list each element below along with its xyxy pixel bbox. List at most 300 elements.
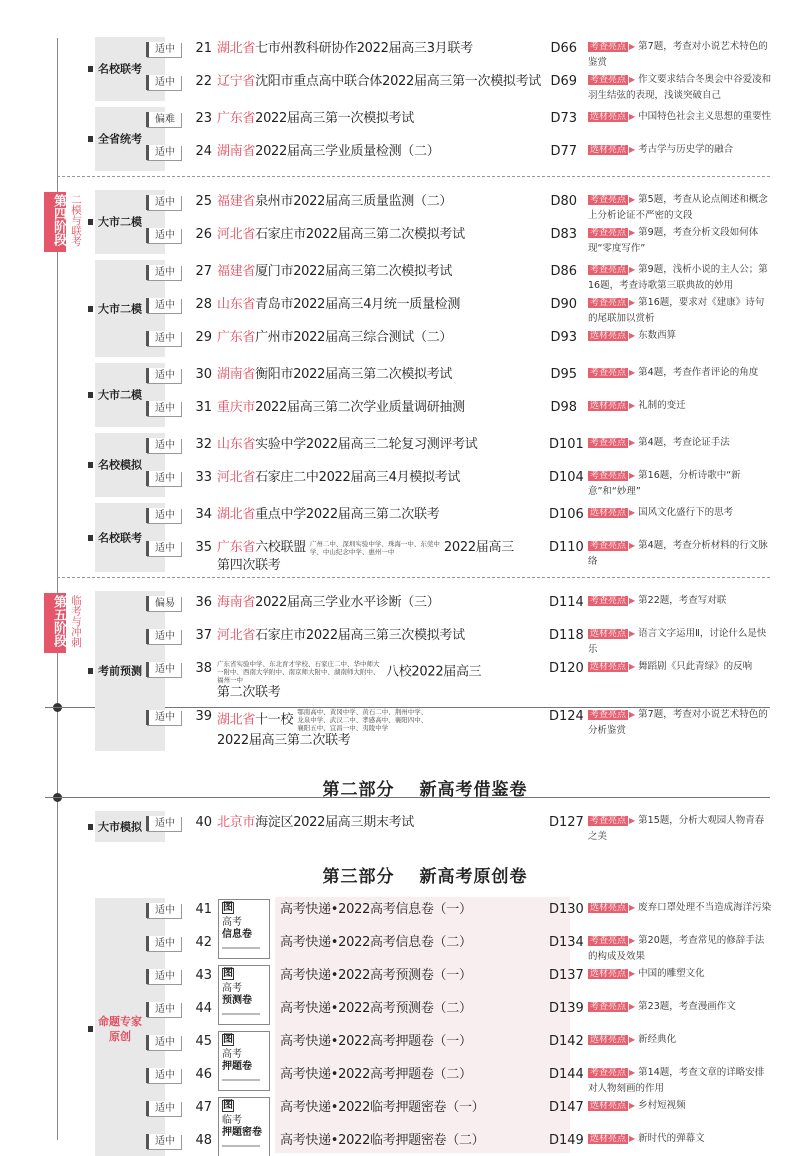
highlight-text: 第23题，考查漫画作文 [638, 1001, 736, 1012]
province-name: 北京市 [217, 815, 256, 830]
item-number: 35 [195, 540, 212, 555]
difficulty-tag: 适中 [146, 1035, 181, 1050]
exam-name: 2022届高三第一次模拟考试 [255, 111, 414, 126]
table-row[interactable] [0, 395, 790, 428]
group-label: 全省统考 [98, 132, 142, 146]
difficulty-tag: 适中 [146, 1002, 181, 1017]
difficulty-tag: 适中 [146, 1068, 181, 1083]
highlight-notes [588, 999, 773, 1015]
exam-name: 厦门市2022届高三第二次模拟考试 [255, 264, 453, 279]
table-row[interactable] [0, 139, 790, 172]
exam-name: 衡阳市2022届高三第二次模拟考试 [255, 367, 453, 382]
difficulty-tag: 适中 [146, 508, 181, 523]
group-label: 名校联考 [98, 62, 142, 76]
exam-title[interactable] [280, 1000, 542, 1018]
highlight-notes [588, 813, 773, 845]
page-number: D130 [549, 902, 584, 917]
arrow-icon: ▶ [629, 471, 636, 480]
highlight-text: 语言文字运用Ⅱ，讨论什么是快乐 [588, 628, 767, 655]
highlight-notes [588, 39, 773, 71]
item-number: 39 [195, 709, 212, 724]
highlight-text: 第16题，分析诗歌中“新意”和“妙理” [588, 470, 741, 497]
exam-name-rest: 2022届高三 [443, 540, 514, 555]
difficulty-tag: 适中 [146, 662, 181, 677]
page-number: D66 [550, 41, 577, 56]
item-number: 34 [195, 507, 212, 522]
highlight-tag: 考查亮点 [590, 265, 627, 275]
exam-title[interactable] [217, 110, 545, 128]
exam-name: 沈阳市重点高中联合体2022届高三第一次模拟考试 [255, 74, 541, 89]
table-row[interactable] [0, 189, 790, 222]
highlight-notes [588, 966, 773, 982]
section-divider [57, 176, 770, 177]
item-number: 32 [195, 437, 212, 452]
exam-title[interactable] [280, 901, 542, 919]
arrow-icon: ▶ [629, 936, 636, 945]
book-line2: 押题密卷 [222, 1127, 262, 1138]
highlight-notes [588, 192, 773, 224]
highlight-text: 第7题，考查对小说艺术特色的分析鉴赏 [588, 709, 768, 736]
difficulty-tag: 适中 [146, 401, 181, 416]
highlight-text: 作文要求结合冬奥会中谷爱凌和羽生结弦的表现，浅谈突破自己 [588, 74, 772, 101]
highlight-notes [588, 328, 773, 344]
exam-name: 实验中学2022届高三二轮复习测评考试 [255, 437, 478, 452]
highlight-tag: 选材亮点 [590, 331, 627, 341]
exam-name: 海淀区2022届高三期末考试 [255, 815, 414, 830]
item-number: 40 [195, 815, 212, 830]
page-number: D95 [550, 367, 577, 382]
table-row[interactable] [0, 222, 790, 255]
arrow-icon: ▶ [629, 265, 636, 274]
page-number: D83 [550, 227, 577, 242]
difficulty-tag: 适中 [146, 438, 181, 453]
exam-name: 七市州教科研协作2022届高三3月联考 [255, 41, 473, 56]
province-name: 广东省 [217, 111, 256, 126]
school-list: 广东省实验中学、东北育才学校、石家庄二中、华中师大一附中、西南大学附中、南京师大附中、湖南师大附中、福州一中 [217, 660, 380, 684]
exam-group [0, 106, 790, 172]
exam-title[interactable] [217, 329, 545, 347]
table-row[interactable] [0, 996, 790, 1029]
highlight-tag: 考查亮点 [590, 75, 627, 85]
group-label: 名校模拟 [98, 458, 142, 472]
highlight-text: 东数西算 [638, 330, 677, 341]
logo-icon: 图 [223, 1100, 233, 1111]
item-number: 46 [195, 1067, 212, 1082]
highlight-tag: 选材亮点 [590, 903, 627, 913]
highlight-tag: 考查亮点 [590, 541, 627, 551]
exam-title[interactable] [280, 1033, 542, 1051]
province-name: 湖南省 [217, 144, 256, 159]
difficulty-tag: 偏易 [146, 596, 181, 611]
stage-tag: 第五阶段 [44, 593, 66, 653]
exam-title[interactable] [280, 1099, 542, 1117]
stage-section [0, 36, 790, 172]
highlight-notes [588, 225, 773, 257]
difficulty-tag: 适中 [146, 195, 181, 210]
arrow-icon: ▶ [629, 228, 636, 237]
arrow-icon: ▶ [629, 1002, 636, 1011]
item-number: 43 [195, 968, 212, 983]
highlight-tag: 考查亮点 [590, 710, 627, 720]
table-row[interactable] [0, 623, 790, 656]
item-number: 45 [195, 1034, 212, 1049]
exam-name: 高考快递•2022高考预测卷（二） [280, 1001, 472, 1016]
highlight-text: 第14题，考查文章的详略安排对人物刻画的作用 [588, 1067, 765, 1094]
exam-title[interactable] [217, 814, 545, 832]
stage-section [0, 577, 790, 752]
table-row[interactable] [0, 325, 790, 358]
exam-group [0, 189, 790, 255]
part-heading: 第三部分 新高考原创卷 [322, 867, 528, 887]
difficulty-tag: 适中 [146, 75, 181, 90]
page-number: D101 [549, 437, 584, 452]
exam-name: 高考快递•2022高考押题卷（一） [280, 1034, 472, 1049]
difficulty-tag: 适中 [146, 969, 181, 984]
arrow-icon: ▶ [629, 368, 636, 377]
table-row[interactable] [0, 1128, 790, 1156]
page-number: D142 [549, 1034, 584, 1049]
difficulty-tag: 适中 [146, 42, 181, 57]
table-row[interactable] [0, 1062, 790, 1095]
exam-title[interactable] [217, 366, 545, 384]
province-name: 湖北省 [217, 712, 256, 728]
page-number: D127 [549, 815, 584, 830]
province-name: 辽宁省 [217, 74, 256, 89]
highlight-tag: 考查亮点 [590, 298, 627, 308]
highlight-notes [588, 468, 773, 500]
province-name: 湖北省 [217, 507, 256, 522]
exam-name: 2022届高三学业水平诊断（三） [255, 595, 440, 610]
book-line1: 高考 [222, 1049, 242, 1060]
highlight-tag: 选材亮点 [590, 1101, 627, 1111]
item-number: 41 [195, 902, 212, 917]
exam-title[interactable] [217, 594, 545, 612]
difficulty-tag: 适中 [146, 471, 181, 486]
arrow-icon: ▶ [629, 145, 636, 154]
exam-group [0, 590, 790, 752]
province-name: 广东省 [217, 330, 256, 345]
difficulty-tag: 适中 [146, 1101, 181, 1116]
highlight-notes [588, 593, 773, 609]
exam-title[interactable] [280, 1132, 542, 1150]
arrow-icon: ▶ [629, 112, 636, 121]
highlight-notes [588, 933, 773, 965]
item-number: 29 [195, 330, 212, 345]
table-row[interactable] [0, 1029, 790, 1062]
arrow-icon: ▶ [629, 710, 636, 719]
item-number: 30 [195, 367, 212, 382]
group-label: 大市二模 [98, 215, 142, 229]
exam-name: 石家庄二中2022届高三4月模拟考试 [255, 470, 461, 485]
table-row[interactable] [0, 106, 790, 139]
exam-title[interactable] [280, 1066, 542, 1084]
highlight-tag: 选材亮点 [590, 401, 627, 411]
page-number: D134 [549, 935, 584, 950]
exam-group [0, 502, 790, 573]
arrow-icon: ▶ [629, 331, 636, 340]
exam-name: 广州市2022届高三综合测试（二） [255, 330, 453, 345]
arrow-icon: ▶ [629, 298, 636, 307]
highlight-tag: 考查亮点 [590, 936, 627, 946]
province-name: 重庆市 [217, 400, 256, 415]
table-row[interactable] [0, 432, 790, 465]
stage-subtitle: 二模与联考 [70, 194, 82, 247]
item-number: 23 [195, 111, 212, 126]
page-number: D144 [549, 1067, 584, 1082]
exam-name: 重点中学2022届高三第二次联考 [255, 507, 440, 522]
page-number: D137 [549, 968, 584, 983]
group-label: 名校联考 [98, 531, 142, 544]
highlight-notes [588, 435, 773, 451]
stage-section [0, 176, 790, 573]
highlight-tag: 选材亮点 [590, 145, 627, 155]
item-number: 28 [195, 297, 212, 312]
highlight-text: 第22题，考查写对联 [638, 595, 727, 606]
page-number: D80 [550, 194, 577, 209]
item-number: 48 [195, 1133, 212, 1148]
exam-title[interactable] [280, 934, 542, 952]
table-row[interactable] [0, 656, 790, 704]
table-row[interactable] [0, 590, 790, 623]
exam-name: 高考快递•2022临考押题密卷（二） [280, 1133, 485, 1148]
page-number: D106 [549, 507, 584, 522]
exam-name: 高考快递•2022高考预测卷（一） [280, 968, 472, 983]
exam-title[interactable] [217, 296, 545, 314]
exam-title[interactable] [217, 660, 545, 702]
highlight-text: 废弃口罩处理不当造成海洋污染 [638, 902, 772, 913]
highlight-text: 中国特色社会主义思想的重要性 [638, 111, 772, 122]
highlight-notes [588, 1098, 773, 1114]
item-number: 42 [195, 935, 212, 950]
table-row[interactable] [0, 897, 790, 930]
exam-group [0, 362, 790, 428]
exam-name: 2022届高三第二次学业质量调研抽测 [255, 400, 465, 415]
highlight-text: 第20题，考查常见的修辞手法的构成及效果 [588, 935, 765, 962]
table-row[interactable] [0, 502, 790, 535]
highlight-text: 乡村短视频 [638, 1100, 686, 1111]
difficulty-tag: 适中 [146, 936, 181, 951]
difficulty-tag: 适中 [146, 265, 181, 280]
arrow-icon: ▶ [629, 508, 636, 517]
exam-title[interactable] [217, 226, 545, 244]
highlight-notes [588, 1065, 773, 1097]
group-label: 考前预测 [98, 664, 142, 678]
exam-title[interactable] [217, 73, 545, 91]
page-number: D86 [550, 264, 577, 279]
item-number: 24 [195, 144, 212, 159]
highlight-text: 第7题，考查对小说艺术特色的鉴赏 [588, 41, 768, 68]
exam-title[interactable] [217, 708, 545, 750]
arrow-icon: ▶ [629, 401, 636, 410]
highlight-notes [588, 295, 773, 327]
item-number: 36 [195, 595, 212, 610]
highlight-notes [588, 659, 773, 675]
exam-title[interactable] [217, 469, 545, 487]
table-row[interactable] [0, 930, 790, 963]
arrow-icon: ▶ [629, 438, 636, 447]
highlight-tag: 选材亮点 [590, 1134, 627, 1144]
item-number: 22 [195, 74, 212, 89]
difficulty-tag: 适中 [146, 903, 181, 918]
difficulty-tag: 适中 [146, 710, 181, 725]
highlight-notes [588, 707, 773, 739]
exam-title[interactable] [217, 40, 545, 58]
exam-title[interactable] [217, 539, 545, 575]
section-divider [57, 577, 770, 578]
page-number: D114 [549, 595, 584, 610]
arrow-icon: ▶ [629, 1134, 636, 1143]
highlight-text: 国风文化盛行下的思考 [638, 507, 734, 518]
part-heading: 第二部分 新高考借鉴卷 [322, 780, 528, 800]
table-row[interactable] [0, 810, 790, 843]
highlight-notes [588, 505, 773, 521]
book-line1: 高考 [222, 983, 242, 994]
difficulty-tag: 适中 [146, 541, 181, 556]
exam-name: 高考快递•2022临考押题密卷（一） [280, 1100, 485, 1115]
table-row[interactable] [0, 1095, 790, 1128]
highlight-tag: 选材亮点 [590, 508, 627, 518]
table-row[interactable] [0, 36, 790, 69]
exam-name: 高考快递•2022高考信息卷（一） [280, 902, 472, 917]
exam-title[interactable] [217, 263, 545, 281]
exam-name: 2022届高三学业质量检测（二） [255, 144, 440, 159]
province-name: 福建省 [217, 264, 256, 279]
arrow-icon: ▶ [629, 75, 636, 84]
highlight-notes [588, 1131, 773, 1147]
exam-title[interactable] [217, 193, 545, 211]
highlight-notes [588, 626, 773, 658]
group-label: 命题专家原创 [98, 1015, 142, 1043]
highlight-notes [588, 365, 773, 381]
page-number: D110 [549, 540, 584, 555]
highlight-text: 第4题，考查作者评论的角度 [638, 367, 759, 378]
exam-title[interactable] [217, 399, 545, 417]
province-name: 广东省 [217, 540, 256, 555]
difficulty-tag: 适中 [146, 228, 181, 243]
item-number: 31 [195, 400, 212, 415]
page-number: D90 [550, 297, 577, 312]
table-row[interactable] [0, 69, 790, 102]
item-number: 38 [195, 661, 212, 676]
highlight-notes [588, 72, 773, 104]
item-number: 37 [195, 628, 212, 643]
arrow-icon: ▶ [629, 969, 636, 978]
highlight-tag: 选材亮点 [590, 629, 627, 639]
table-row[interactable] [0, 362, 790, 395]
highlight-tag: 考查亮点 [590, 816, 627, 826]
province-name: 湖南省 [217, 367, 256, 382]
page-number: D104 [549, 470, 584, 485]
page-number: D77 [550, 144, 577, 159]
exam-title[interactable] [217, 143, 545, 161]
page-number: D93 [550, 330, 577, 345]
exam-group [0, 259, 790, 358]
exam-title[interactable] [280, 967, 542, 985]
exam-name-line2: 第二次联考 [217, 685, 281, 700]
item-number: 21 [195, 41, 212, 56]
highlight-text: 第9题，考查分析文段如何体现“零度写作” [588, 227, 759, 254]
book-line1: 临考 [222, 1115, 242, 1126]
highlight-notes [588, 398, 773, 414]
highlight-tag: 考查亮点 [590, 368, 627, 378]
highlight-tag: 考查亮点 [590, 228, 627, 238]
difficulty-tag: 适中 [146, 298, 181, 313]
page-number: D139 [549, 1001, 584, 1016]
part-two [0, 770, 790, 843]
exam-title[interactable] [217, 436, 545, 454]
exam-group [0, 810, 790, 843]
highlight-tag: 选材亮点 [590, 1035, 627, 1045]
province-name: 山东省 [217, 297, 256, 312]
exam-name: 高考快递•2022高考押题卷（二） [280, 1067, 472, 1082]
highlight-text: 第16题，要求对《建康》诗句的尾联加以赏析 [588, 297, 765, 324]
highlight-tag: 选材亮点 [590, 969, 627, 979]
arrow-icon: ▶ [629, 816, 636, 825]
school-list: 广州二中、深圳实验中学、珠海一中、东莞中学、中山纪念中学、惠州一中 [309, 539, 440, 556]
arrow-icon: ▶ [629, 1068, 636, 1077]
group-label: 大市二模 [98, 302, 142, 315]
difficulty-tag: 适中 [146, 629, 181, 644]
school-list: 鄂南高中、黄冈中学、黄石二中、荆州中学、龙泉中学、武汉二中、孝感高中、襄阳四中、襄阳五中、宜昌一中、夷陵中学 [297, 708, 428, 732]
exam-name: 六校联盟 [255, 540, 306, 555]
highlight-text: 考古学与历史学的融合 [638, 144, 734, 155]
group-label: 大市模拟 [98, 820, 142, 833]
page-number: D73 [550, 111, 577, 126]
part-three [0, 857, 790, 1156]
difficulty-tag: 适中 [146, 368, 181, 383]
table-row[interactable] [0, 292, 790, 325]
highlight-tag: 选材亮点 [590, 662, 627, 672]
page-number: D124 [549, 709, 584, 724]
highlight-tag: 考查亮点 [590, 195, 627, 205]
province-name: 福建省 [217, 194, 256, 209]
exam-title[interactable] [217, 627, 545, 645]
highlight-text: 礼制的变迁 [638, 400, 686, 411]
item-number: 33 [195, 470, 212, 485]
province-name: 河北省 [217, 227, 256, 242]
difficulty-tag: 适中 [146, 331, 181, 346]
table-row[interactable] [0, 535, 790, 573]
arrow-icon: ▶ [629, 903, 636, 912]
table-row[interactable] [0, 963, 790, 996]
exam-group [0, 432, 790, 498]
exam-name: 石家庄市2022届高三第二次模拟考试 [255, 227, 465, 242]
exam-name-rest: 八校2022届高三 [386, 664, 482, 680]
arrow-icon: ▶ [629, 1101, 636, 1110]
highlight-text: 第5题，考查从论点阐述和概念上分析论证不严密的文段 [588, 194, 768, 221]
page-number: D120 [549, 661, 584, 676]
table-row[interactable] [0, 259, 790, 292]
logo-icon: 图 [223, 902, 233, 913]
exam-name: 石家庄市2022届高三第三次模拟考试 [255, 628, 465, 643]
table-row[interactable] [0, 704, 790, 752]
province-name: 湖北省 [217, 41, 256, 56]
highlight-text: 新经典化 [638, 1034, 677, 1045]
highlight-text: 第9题，浅析小说的主人公；第16题，考查诗歌第三联典故的妙用 [588, 264, 768, 291]
highlight-tag: 考查亮点 [590, 42, 627, 52]
arrow-icon: ▶ [629, 596, 636, 605]
item-number: 44 [195, 1001, 212, 1016]
page-number: D149 [549, 1133, 584, 1148]
highlight-notes [588, 900, 773, 916]
highlight-notes [588, 109, 773, 125]
highlight-tag: 考查亮点 [590, 1068, 627, 1078]
item-number: 27 [195, 264, 212, 279]
highlight-text: 第4题，考查论证手法 [638, 437, 730, 448]
table-row[interactable] [0, 465, 790, 498]
exam-title[interactable] [217, 506, 545, 524]
exam-name-line2: 第四次联考 [217, 558, 281, 573]
